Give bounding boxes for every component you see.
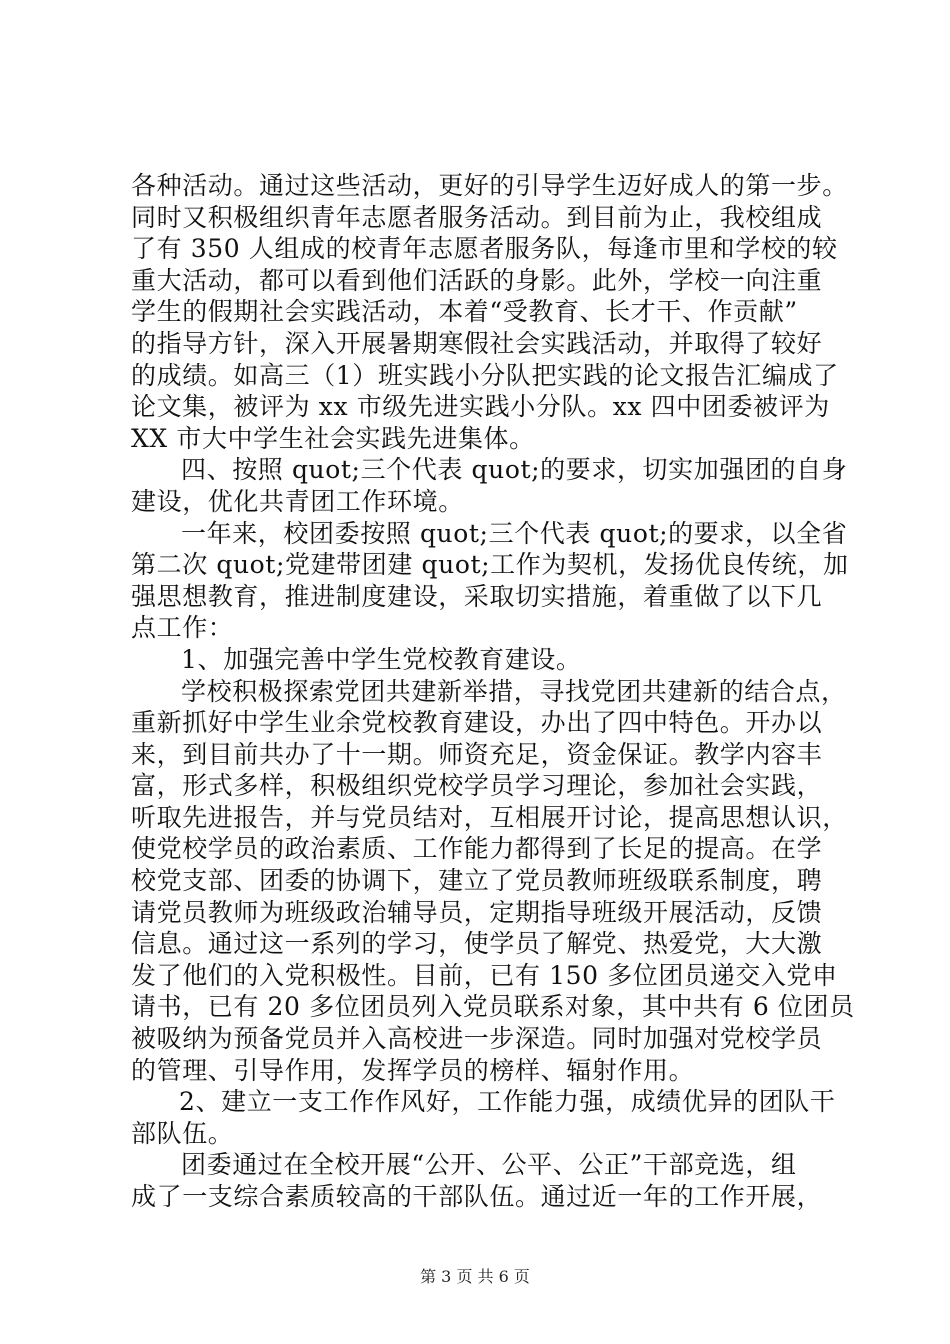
text-line: 来，到目前共办了十一期。师资充足，资金保证。教学内容丰 bbox=[131, 739, 823, 769]
text-line: 了有 350 人组成的校青年志愿者服务队，每逢市里和学校的较 bbox=[131, 234, 838, 264]
text-line: 校党支部、团委的协调下，建立了党员教师班级联系制度，聘 bbox=[131, 866, 823, 896]
text-line: 学生的假期社会实践活动，本着“受教育、长才干、作贡献” bbox=[131, 297, 798, 327]
text-line: 成了一支综合素质较高的干部队伍。通过近一年的工作开展， bbox=[131, 1182, 823, 1211]
text-line: 的成绩。如高三（1）班实践小分队把实践的论文报告汇编成了 bbox=[131, 360, 839, 390]
paragraph-start: 团委通过在全校开展“公开、公平、公正”干部竞选，组 bbox=[181, 1150, 797, 1180]
paragraph-start: 学校积极探索党团共建新举措，寻找党团共建新的结合点， bbox=[181, 676, 847, 706]
text-line: 重新抓好中学生业余党校教育建设，办出了四中特色。开办以 bbox=[131, 708, 823, 738]
text-line: 同时又积极组织青年志愿者服务活动。到目前为止，我校组成 bbox=[131, 202, 823, 232]
text-line: 被吸纳为预备党员并入高校进一步深造。同时加强对党校学员 bbox=[131, 1024, 823, 1054]
text-line: 论文集，被评为 xx 市级先进实践小分队。xx 四中团委被评为 bbox=[131, 392, 830, 422]
text-line: 听取先进报告，并与党员结对，互相展开讨论，提高思想认识， bbox=[131, 802, 848, 832]
section-heading-continued: 建设，优化共青团工作环境。 bbox=[131, 486, 464, 516]
text-line: 使党校学员的政治素质、工作能力都得到了长足的提高。在学 bbox=[131, 834, 823, 864]
text-line: 发了他们的入党积极性。目前，已有 150 多位团员递交入党申 bbox=[131, 960, 838, 990]
text-line: 重大活动，都可以看到他们活跃的身影。此外，学校一向注重 bbox=[131, 265, 823, 295]
text-line: 请党员教师为班级政治辅导员，定期指导班级开展活动，反馈 bbox=[131, 897, 823, 927]
text-line: 的指导方针，深入开展暑期寒假社会实践活动，并取得了较好 bbox=[131, 328, 823, 358]
text-line: 各种活动。通过这些活动，更好的引导学生迈好成人的第一步。 bbox=[131, 171, 848, 200]
paragraph-start: 一年来，校团委按照 quot;三个代表 quot;的要求，以全省 bbox=[181, 518, 848, 548]
section-heading: 四、按照 quot;三个代表 quot;的要求，切实加强团的自身 bbox=[181, 455, 848, 485]
subheading-2: 2、建立一支工作作风好，工作能力强，成绩优异的团队干 bbox=[179, 1087, 836, 1117]
text-line: 的管理、引导作用，发挥学员的榜样、辐射作用。 bbox=[131, 1055, 695, 1085]
text-line: 富，形式多样，积极组织党校学员学习理论，参加社会实践， bbox=[131, 771, 823, 801]
text-line: XX 市大中学生社会实践先进集体。 bbox=[131, 423, 535, 453]
subheading-1: 1、加强完善中学生党校教育建设。 bbox=[181, 644, 582, 674]
body-text bbox=[131, 170, 855, 1213]
text-line: 第二次 quot;党建带团建 quot;工作为契机，发扬优良传统，加 bbox=[131, 550, 849, 580]
text-line: 信息。通过这一系列的学习，使学员了解党、热爱党，大大激 bbox=[131, 929, 823, 959]
text-line: 强思想教育，推进制度建设，采取切实措施，着重做了以下几 bbox=[131, 581, 823, 611]
subheading-2-continued: 部队伍。 bbox=[131, 1118, 234, 1148]
page-number-footer: 第 3 页 共 6 页 bbox=[420, 1267, 530, 1286]
text-line: 请书，已有 20 多位团员列入党员联系对象，其中共有 6 位团员 bbox=[131, 992, 855, 1022]
text-line: 点工作： bbox=[131, 613, 234, 643]
